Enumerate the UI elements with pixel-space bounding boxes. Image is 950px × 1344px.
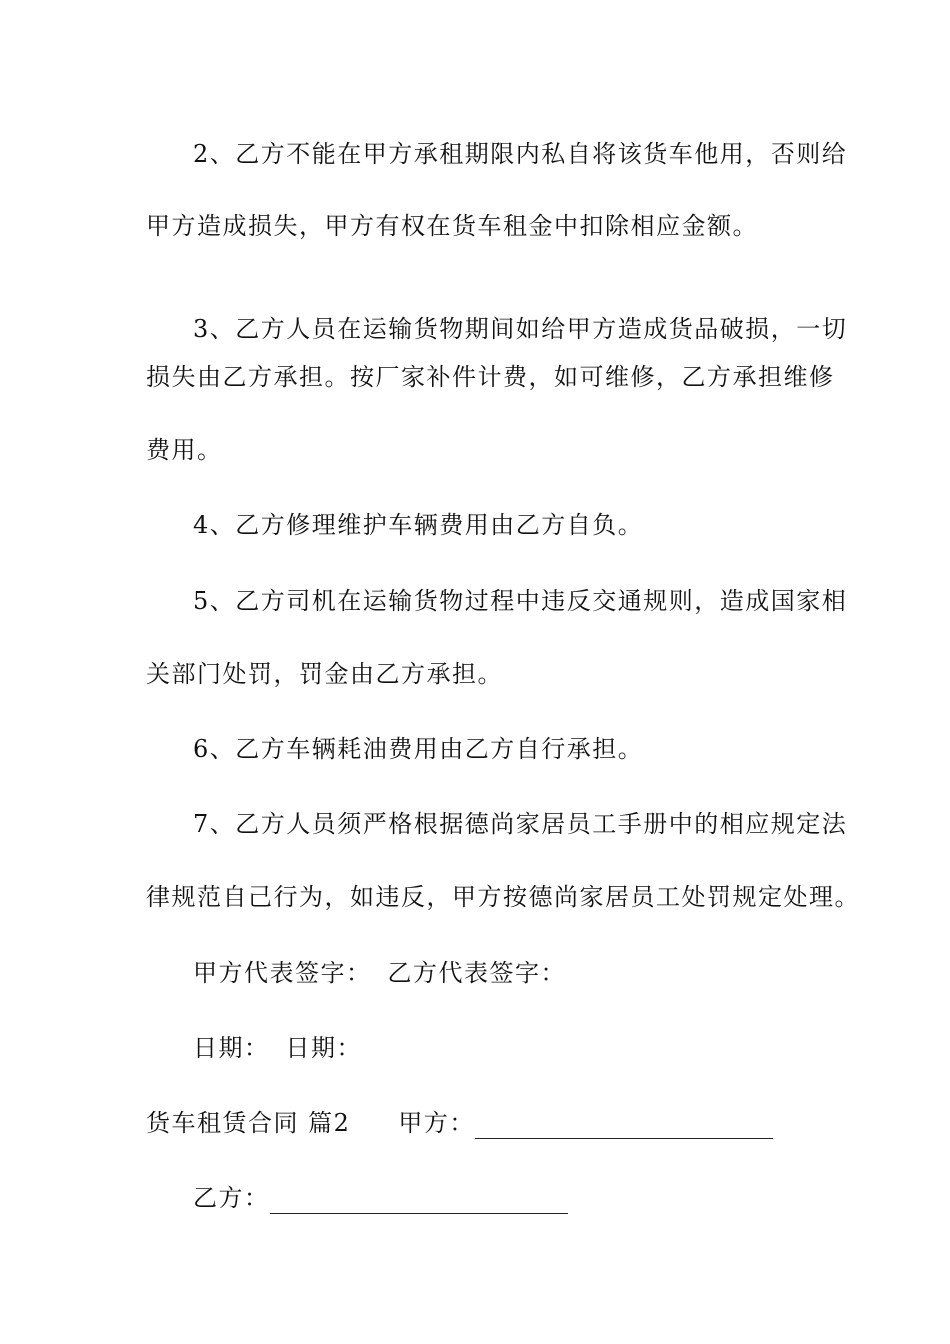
contract-2-title: 货车租赁合同 篇2 bbox=[146, 1109, 351, 1137]
signature-row bbox=[193, 957, 566, 989]
clause-2-line-1: 2、乙方不能在甲方承租期限内私自将该货车他用，否则给 bbox=[193, 140, 848, 168]
clause-3-line-1: 3、乙方人员在运输货物期间如给甲方造成货品破损，一切 bbox=[193, 315, 848, 343]
clause-5-line-1: 5、乙方司机在运输货物过程中违反交通规则，造成国家相 bbox=[193, 587, 848, 615]
party-a-date-label: 日期： bbox=[193, 1034, 270, 1062]
date-row bbox=[193, 1032, 362, 1064]
clause-5-line-2: 关部门处罚，罚金由乙方承担。 bbox=[146, 660, 503, 688]
contract-2-header-row bbox=[146, 1107, 773, 1139]
party-b-date-label: 日期： bbox=[285, 1034, 362, 1062]
clause-7-line-2: 律规范自己行为，如违反，甲方按德尚家居员工处罚规定处理。 bbox=[146, 883, 860, 911]
contract-2-party-b-label: 乙方： bbox=[193, 1184, 270, 1212]
clause-6-line-1: 6、乙方车辆耗油费用由乙方自行承担。 bbox=[193, 735, 644, 763]
contract-2-party-b-row bbox=[193, 1182, 568, 1214]
contract-2-party-a-label: 甲方： bbox=[398, 1109, 475, 1137]
party-a-signature-label: 甲方代表签字： bbox=[193, 959, 372, 987]
party-b-blank-line[interactable] bbox=[270, 1191, 568, 1214]
party-b-signature-label: 乙方代表签字： bbox=[387, 959, 566, 987]
party-a-blank-line[interactable] bbox=[475, 1116, 773, 1139]
clause-4-line-1: 4、乙方修理维护车辆费用由乙方自负。 bbox=[193, 511, 644, 539]
clause-2-line-2: 甲方造成损失，甲方有权在货车租金中扣除相应金额。 bbox=[146, 212, 758, 240]
clause-7-line-1: 7、乙方人员须严格根据德尚家居员工手册中的相应规定法 bbox=[193, 810, 848, 838]
clause-3-line-2: 损失由乙方承担。按厂家补件计费，如可维修，乙方承担维修 bbox=[146, 363, 835, 391]
clause-3-line-3: 费用。 bbox=[146, 436, 223, 464]
